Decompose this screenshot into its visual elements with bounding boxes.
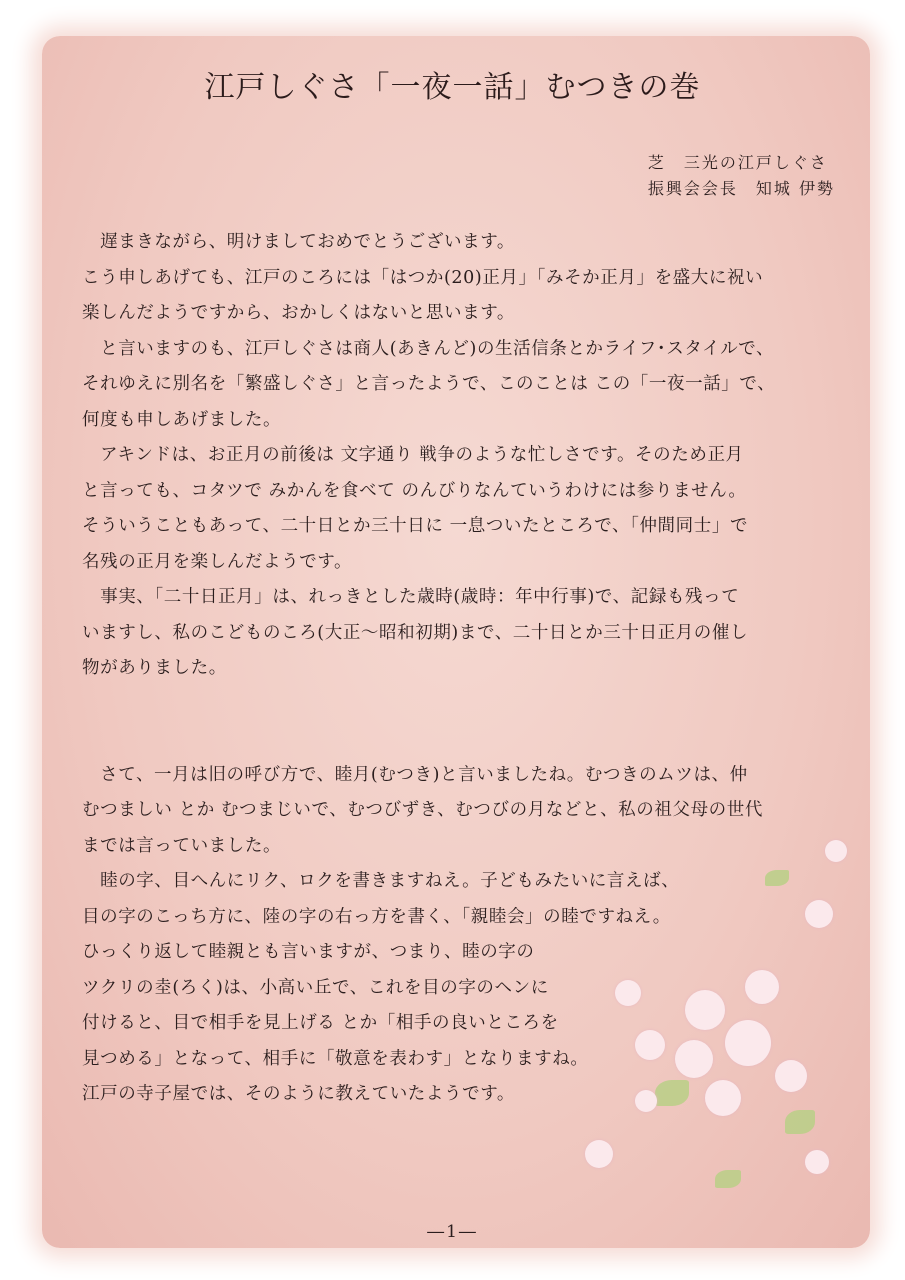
blossom-icon: [825, 840, 847, 862]
text-line: までは言っていました。: [82, 835, 282, 856]
blossom-icon: [805, 1150, 829, 1174]
blossom-icon: [685, 990, 725, 1030]
text-line: 付けると、目で相手を見上げる とか「相手の良いところを: [82, 1013, 559, 1033]
blossom-icon: [675, 1040, 713, 1078]
text-line: こう申しあげても、江戸のころには「はつか(20)正月」「みそか正月」を盛大に祝い: [82, 267, 764, 288]
text-line: 事実、「二十日正月」は、れっきとした歳時(歳時：年中行事)で、記録も残って: [82, 587, 740, 607]
text-line: 見つめる」となって、相手に「敬意を表わす」となりますね。: [82, 1048, 589, 1069]
blossom-icon: [775, 1060, 807, 1092]
leaf-icon: [715, 1170, 741, 1188]
blossom-icon: [745, 970, 779, 1004]
blossom-icon: [725, 1020, 771, 1066]
text-line: 睦の字、目へんにリク、ロクを書きますねえ。子どもみたいに言えば、: [82, 871, 680, 891]
blossom-icon: [635, 1090, 657, 1112]
text-line: 遅まきながら、明けましておめでとうございます。: [82, 232, 515, 252]
leaf-icon: [765, 870, 789, 886]
byline-line-1: 芝 三光の江戸しぐさ: [647, 153, 828, 172]
cherry-blossom-illustration: [575, 840, 875, 1240]
text-line: いますし、私のこどものころ(大正～昭和初期)まで、二十日とか三十日正月の催し: [82, 622, 749, 643]
text-line: 物がありました。: [82, 658, 227, 678]
blossom-icon: [615, 980, 641, 1006]
text-line: むつましい とか むつまじいで、むつびずき、むつびの月などと、私の祖父母の世代: [82, 800, 763, 820]
text-line: 楽しんだようですから、おかしくはないと思います。: [82, 303, 515, 323]
paragraph-gap: [82, 687, 837, 758]
blossom-icon: [805, 900, 833, 928]
text-line: アキンドは、お正月の前後は 文字通り 戦争のような忙しさです。そのため正月: [82, 445, 744, 465]
text-line: 何度も申しあげました。: [82, 409, 282, 430]
leaf-icon: [785, 1110, 815, 1134]
text-line: ひっくり返して睦親とも言いますが、つまり、睦の字の: [82, 942, 535, 962]
page-title: 江戸しぐさ「一夜一話」むつきの巻: [204, 70, 701, 105]
blossom-icon: [585, 1140, 613, 1168]
text-line: それゆえに別名を「繁盛しぐさ」と言ったようで、このことは この「一夜一話」で、: [82, 374, 776, 394]
text-line: さて、一月は旧の呼び方で、睦月(むつき)と言いましたね。むつきのムツは、仲: [82, 764, 748, 785]
text-line: 名残の正月を楽しんだようです。: [82, 551, 353, 572]
text-line: 目の字のこっち方に、陸の字の右っ方を書く、「親睦会」の睦ですねえ。: [82, 906, 671, 927]
page-number: ―1―: [427, 1222, 478, 1242]
blossom-icon: [635, 1030, 665, 1060]
blossom-icon: [705, 1080, 741, 1116]
text-line: 江戸の寺子屋では、そのように教えていたようです。: [82, 1084, 515, 1104]
text-line: と言いますのも、江戸しぐさは商人(あきんど)の生活信条とかライフ･スタイルで、: [82, 338, 775, 359]
paragraph-block-1: [82, 225, 837, 687]
byline-line-2: 振興会会長 知城 伊勢: [647, 179, 835, 198]
text-line: ツクリの坴(ろく)は、小高い丘で、これを目の字のヘンに: [82, 977, 549, 998]
byline: [648, 150, 835, 202]
leaf-icon: [655, 1080, 689, 1106]
text-line: と言っても、コタツで みかんを食べて のんびりなんていうわけには参りません。: [82, 480, 747, 501]
text-line: そういうこともあって、二十日とか三十日に 一息ついたところで、「仲間同士」で: [82, 516, 749, 536]
